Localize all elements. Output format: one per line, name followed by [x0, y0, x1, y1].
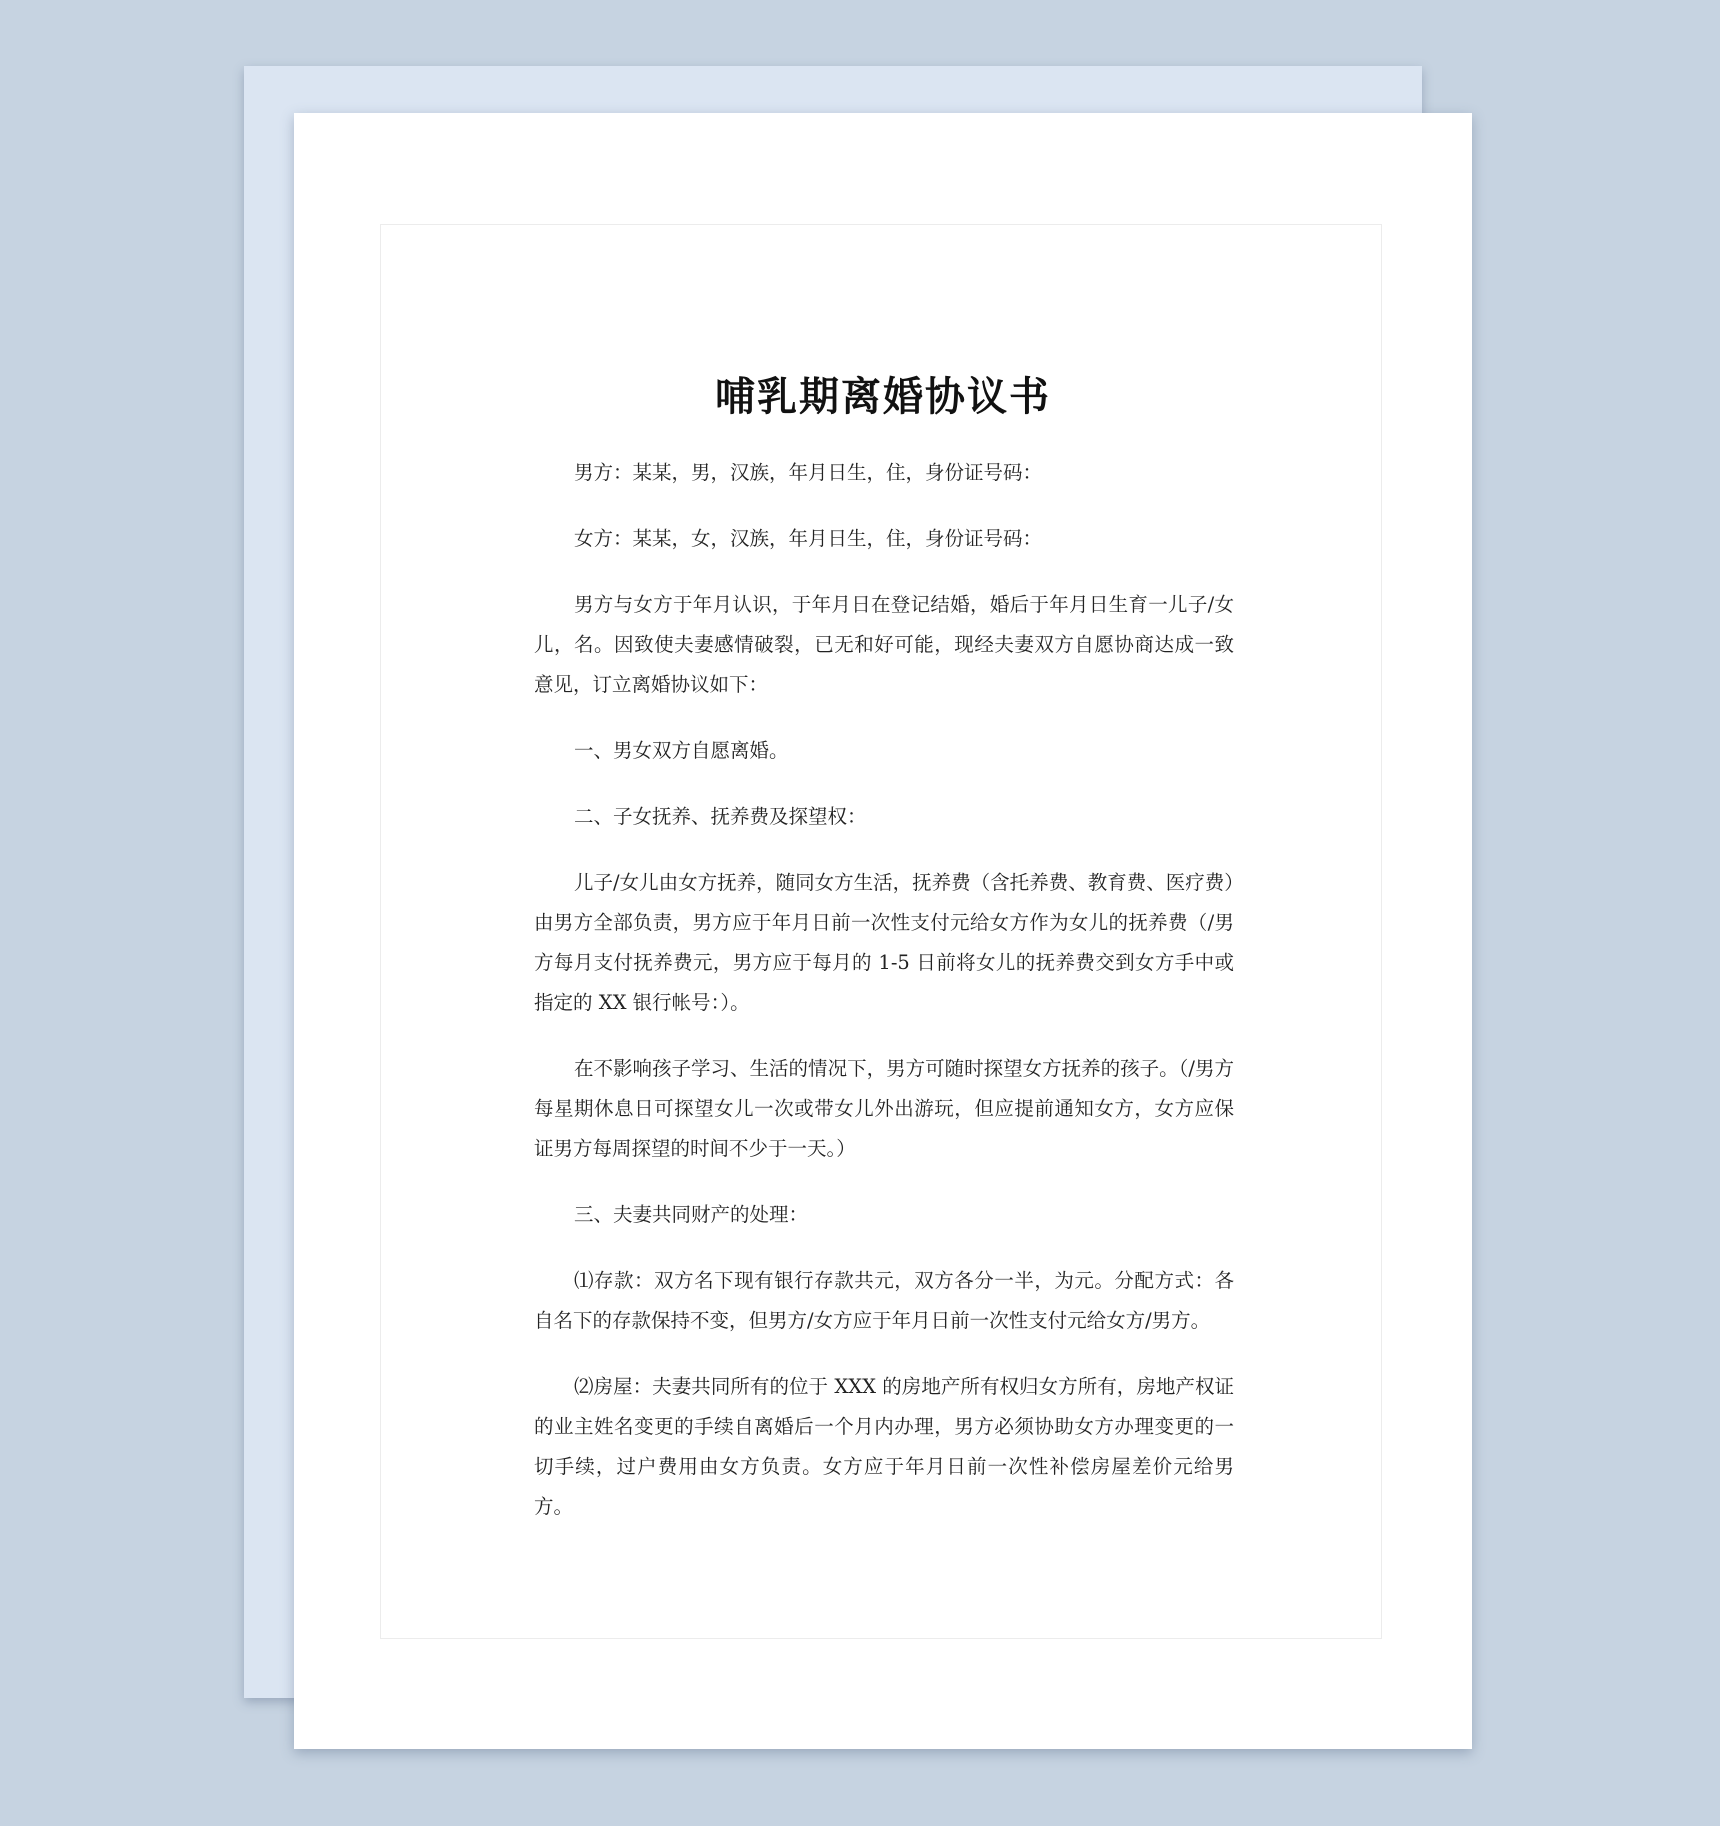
section-heading-property: 三、夫妻共同财产的处理： — [574, 1203, 809, 1226]
paragraph-male-party: 男方：某某，男，汉族，年月日生，住，身份证号码： — [574, 461, 1043, 484]
paragraph-child-support: 儿子/女儿由女方抚养，随同女方生活，抚养费（含托养费、教育费、医疗费）由男方全部负责，男方应于年月日前一次性支付元给女方作为女儿的抚养费（/男方每月支付抚养费元，男方应于每月的 1-5 日前将女儿的抚养费交到女方手中或指定的 XX 银行帐号：）。 — [534, 871, 1234, 1014]
document-title: 哺乳期离婚协议书 — [715, 373, 1051, 420]
section-heading-divorce: 一、男女双方自愿离婚。 — [574, 739, 789, 762]
paragraph-visitation: 在不影响孩子学习、生活的情况下，男方可随时探望女方抚养的孩子。（/男方每星期休息日可探望女儿一次或带女儿外出游玩，但应提前通知女方，女方应保证男方每周探望的时间不少于一天。） — [534, 1057, 1234, 1160]
document-body — [534, 453, 1234, 1553]
paragraph-preamble: 男方与女方于年月认识，于年月日在登记结婚，婚后于年月日生育一儿子/女儿，名。因致使夫妻感情破裂，已无和好可能，现经夫妻双方自愿协商达成一致意见，订立离婚协议如下： — [534, 593, 1234, 696]
paragraph-female-party: 女方：某某，女，汉族，年月日生，住，身份证号码： — [574, 527, 1043, 550]
paragraph-deposits: ⑴存款：双方名下现有银行存款共元，双方各分一半，为元。分配方式：各自名下的存款保持不变，但男方/女方应于年月日前一次性支付元给女方/男方。 — [534, 1269, 1234, 1332]
document-page — [294, 113, 1472, 1749]
section-heading-custody: 二、子女抚养、抚养费及探望权： — [574, 805, 867, 828]
paragraph-house: ⑵房屋：夫妻共同所有的位于 XXX 的房地产所有权归女方所有，房地产权证的业主姓名变更的手续自离婚后一个月内办理，男方必须协助女方办理变更的一切手续，过户费用由女方负责。女方应于年月日前一次性补偿房屋差价元给男方。 — [534, 1375, 1234, 1518]
